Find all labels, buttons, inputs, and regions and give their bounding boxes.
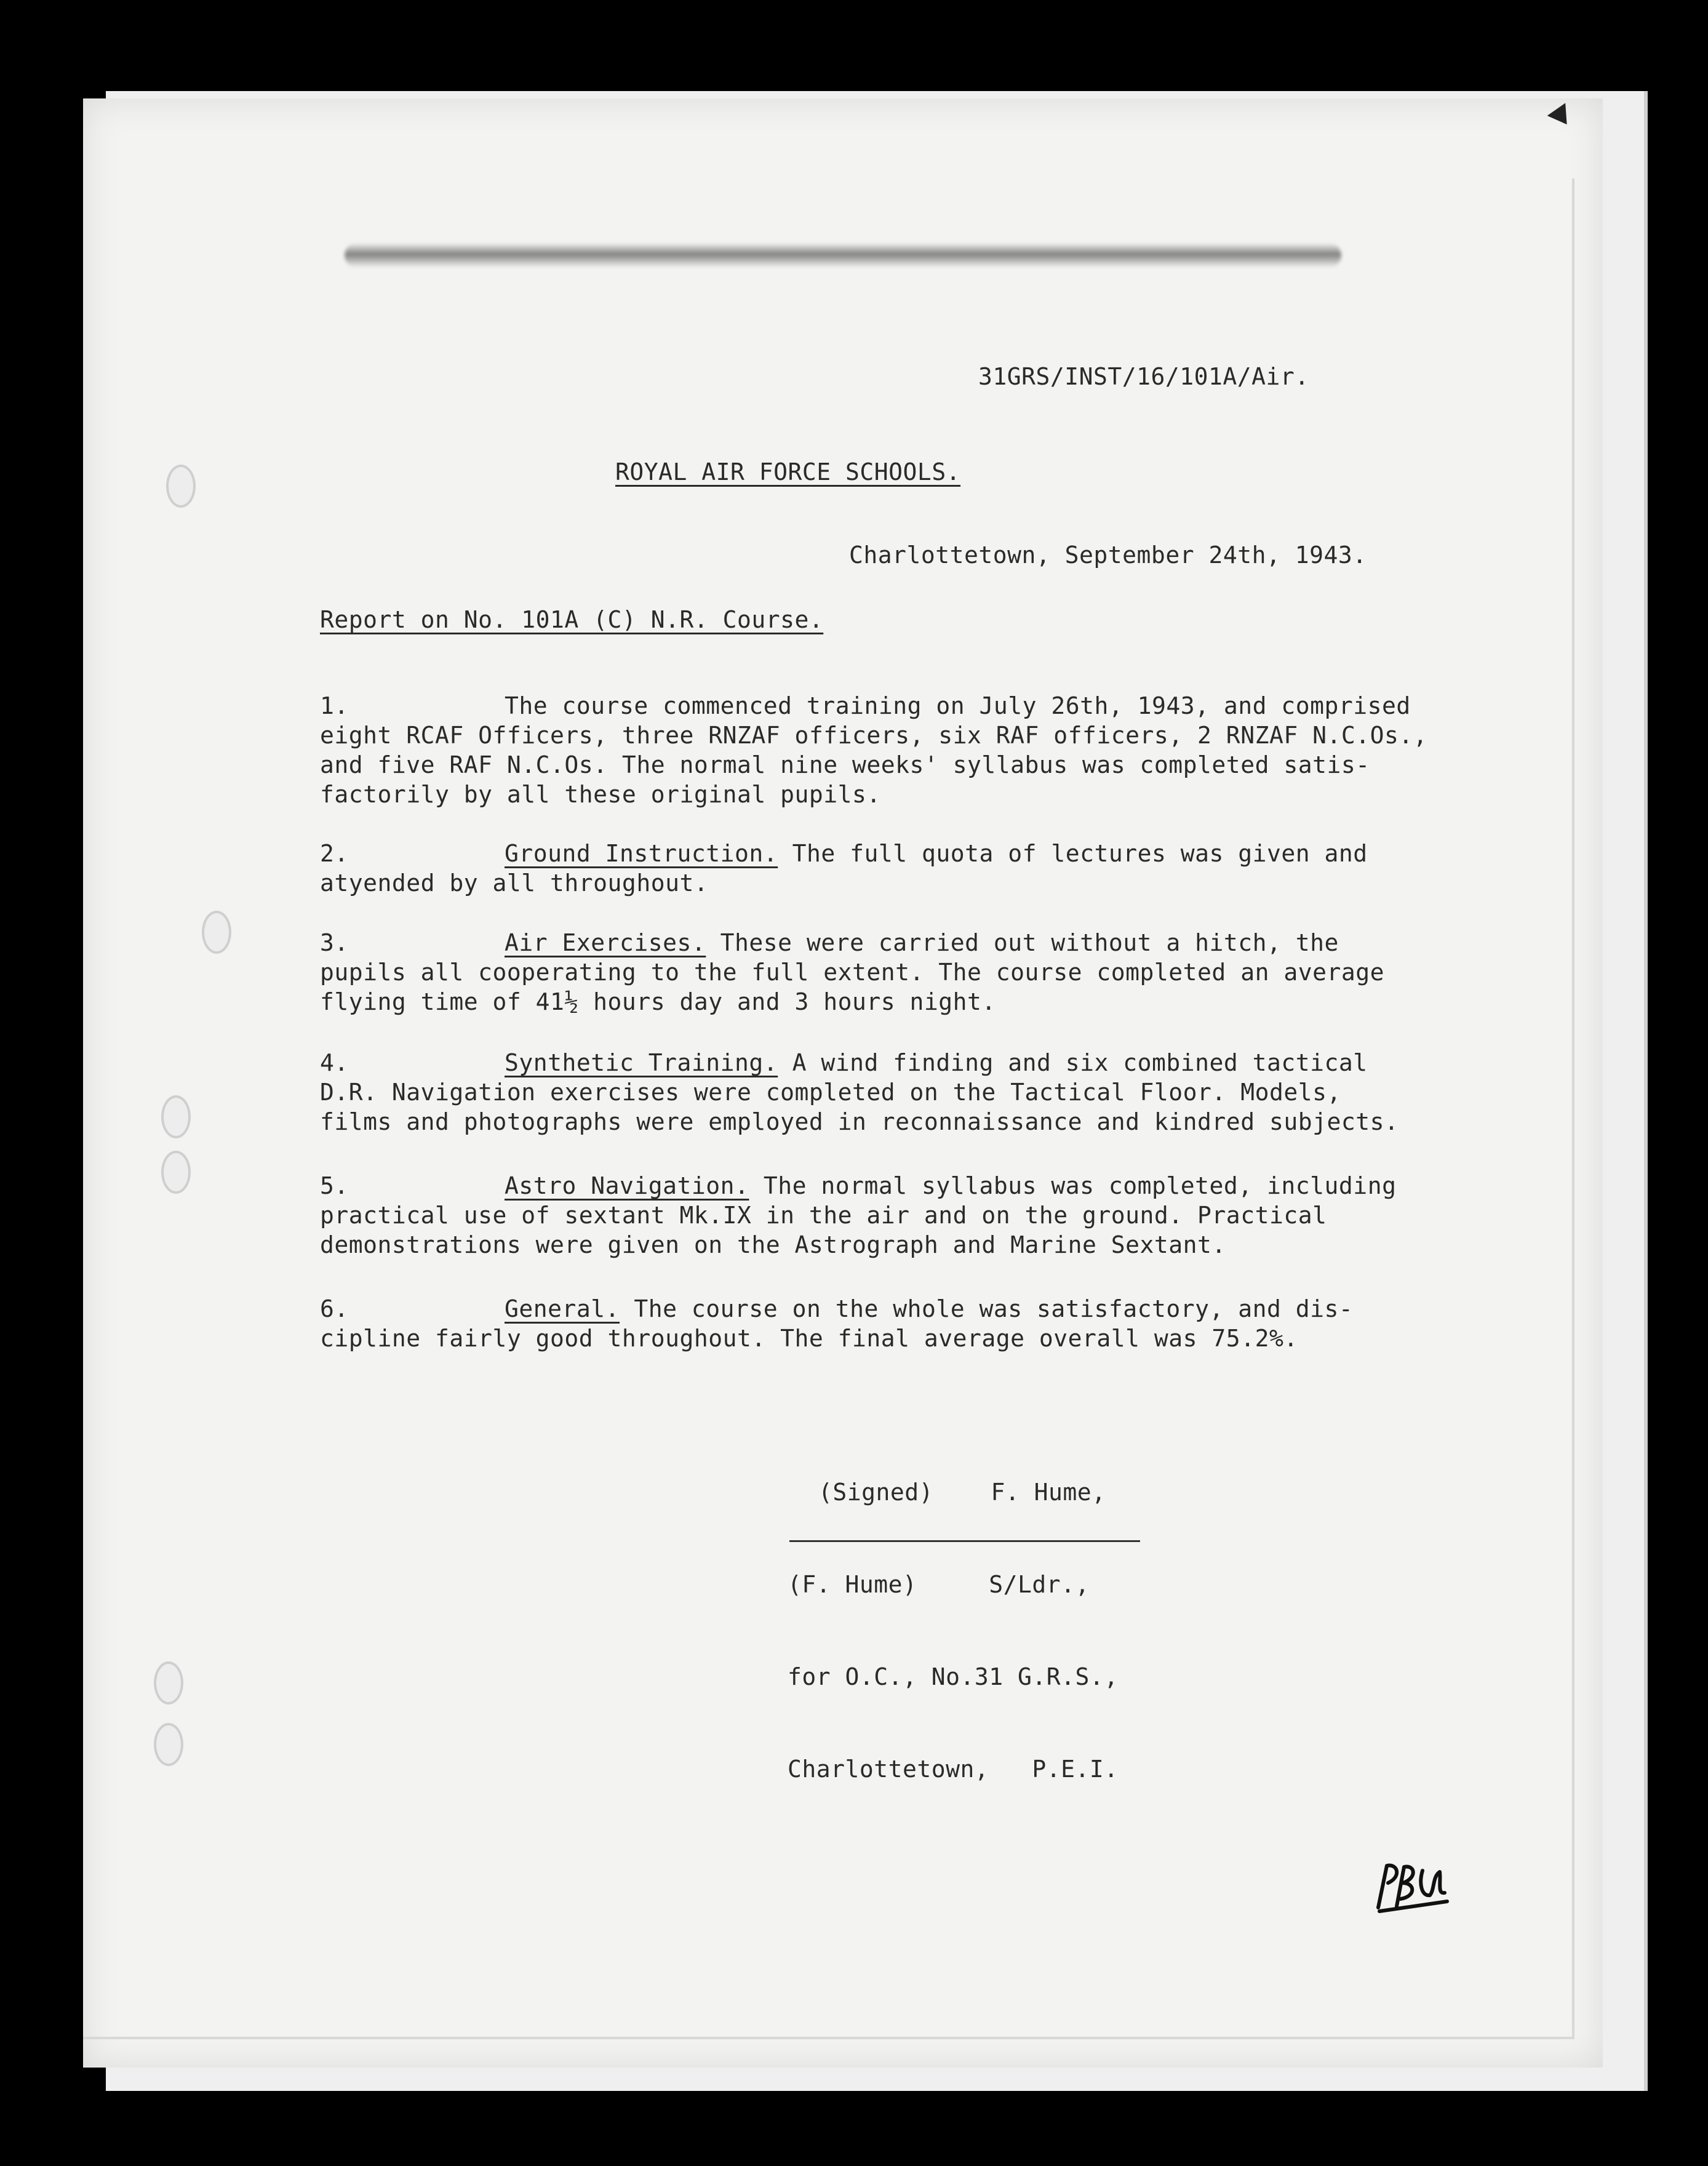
paragraph-6 [320, 1265, 1489, 1353]
paragraph-number: 3. [320, 929, 349, 956]
paragraph-text: The course on the whole was satisfactory, and dis- cipline fairly good throughout. The final average overall was 75.2%. [320, 1295, 1354, 1352]
signature-line: (Signed) F. Hume, [818, 1479, 1106, 1506]
paragraph-5 [320, 1141, 1489, 1260]
punch-hole [161, 1095, 191, 1138]
paragraph-2 [320, 809, 1489, 898]
signature-line: for O.C., No.31 G.R.S., [788, 1663, 1119, 1690]
paragraph-heading: Synthetic Training. [505, 1049, 778, 1076]
paragraph-number: 4. [320, 1049, 349, 1076]
report-subject: Report on No. 101A (C) N.R. Course. [320, 606, 824, 633]
signature-block [788, 1415, 1218, 1815]
paragraph-number: 2. [320, 840, 349, 867]
punch-hole [161, 1151, 191, 1194]
paragraph-4 [320, 1018, 1489, 1137]
reference-number: 31GRS/INST/16/101A/Air. [978, 363, 1309, 390]
document-title: ROYAL AIR FORCE SCHOOLS. [615, 458, 961, 486]
header-smudge [345, 243, 1341, 268]
signature-line: Charlottetown, P.E.I. [788, 1756, 1119, 1783]
paragraph-heading: Air Exercises. [505, 929, 706, 956]
paragraph-number: 1. [320, 692, 349, 719]
paragraph-heading: Astro Navigation. [505, 1172, 749, 1199]
paragraph-text: The full quota of lectures was given and atyended by all throughout. [320, 840, 1368, 897]
paragraph-number: 5. [320, 1172, 349, 1199]
signature-line: (F. Hume) S/Ldr., [788, 1571, 1090, 1598]
punch-hole [154, 1661, 183, 1704]
paragraph-heading: General. [505, 1295, 620, 1322]
paragraph-text: The normal syllabus was completed, including practical use of sextant Mk.IX in the air and on the ground. Practical demonstrations were given on the Astrograph and Marine Sextant. [320, 1172, 1397, 1258]
paragraph-text: A wind finding and six combined tactical D.R. Navigation exercises were completed on the Tactical Floor. Models, films and photographs were employed in reconnaissance and kindred subjects. [320, 1049, 1399, 1135]
paragraph-3 [320, 898, 1489, 1017]
place-date: Charlottetown, September 24th, 1943. [849, 542, 1367, 569]
paragraph-text: These were carried out without a hitch, the pupils all cooperating to the full extent. The course completed an average flying time of 41½ hours day and 3 hours night. [320, 929, 1384, 1015]
punch-hole [166, 465, 196, 508]
punch-hole [154, 1723, 183, 1766]
paragraph-text: The course commenced training on July 26th, 1943, and comprised eight RCAF Officers, three RNZAF officers, six RAF officers, 2 RNZAF N.C.Os., and five RAF N.C.Os. The normal nine weeks' syllabus was completed satis- factorily by all these original pupils. [320, 692, 1428, 808]
paragraph-number: 6. [320, 1295, 349, 1322]
punch-hole [202, 911, 231, 954]
paragraph-1 [320, 661, 1489, 809]
signature-underline [789, 1540, 1140, 1542]
paragraph-heading: Ground Instruction. [505, 840, 778, 867]
handwritten-initials [1373, 1858, 1453, 1914]
